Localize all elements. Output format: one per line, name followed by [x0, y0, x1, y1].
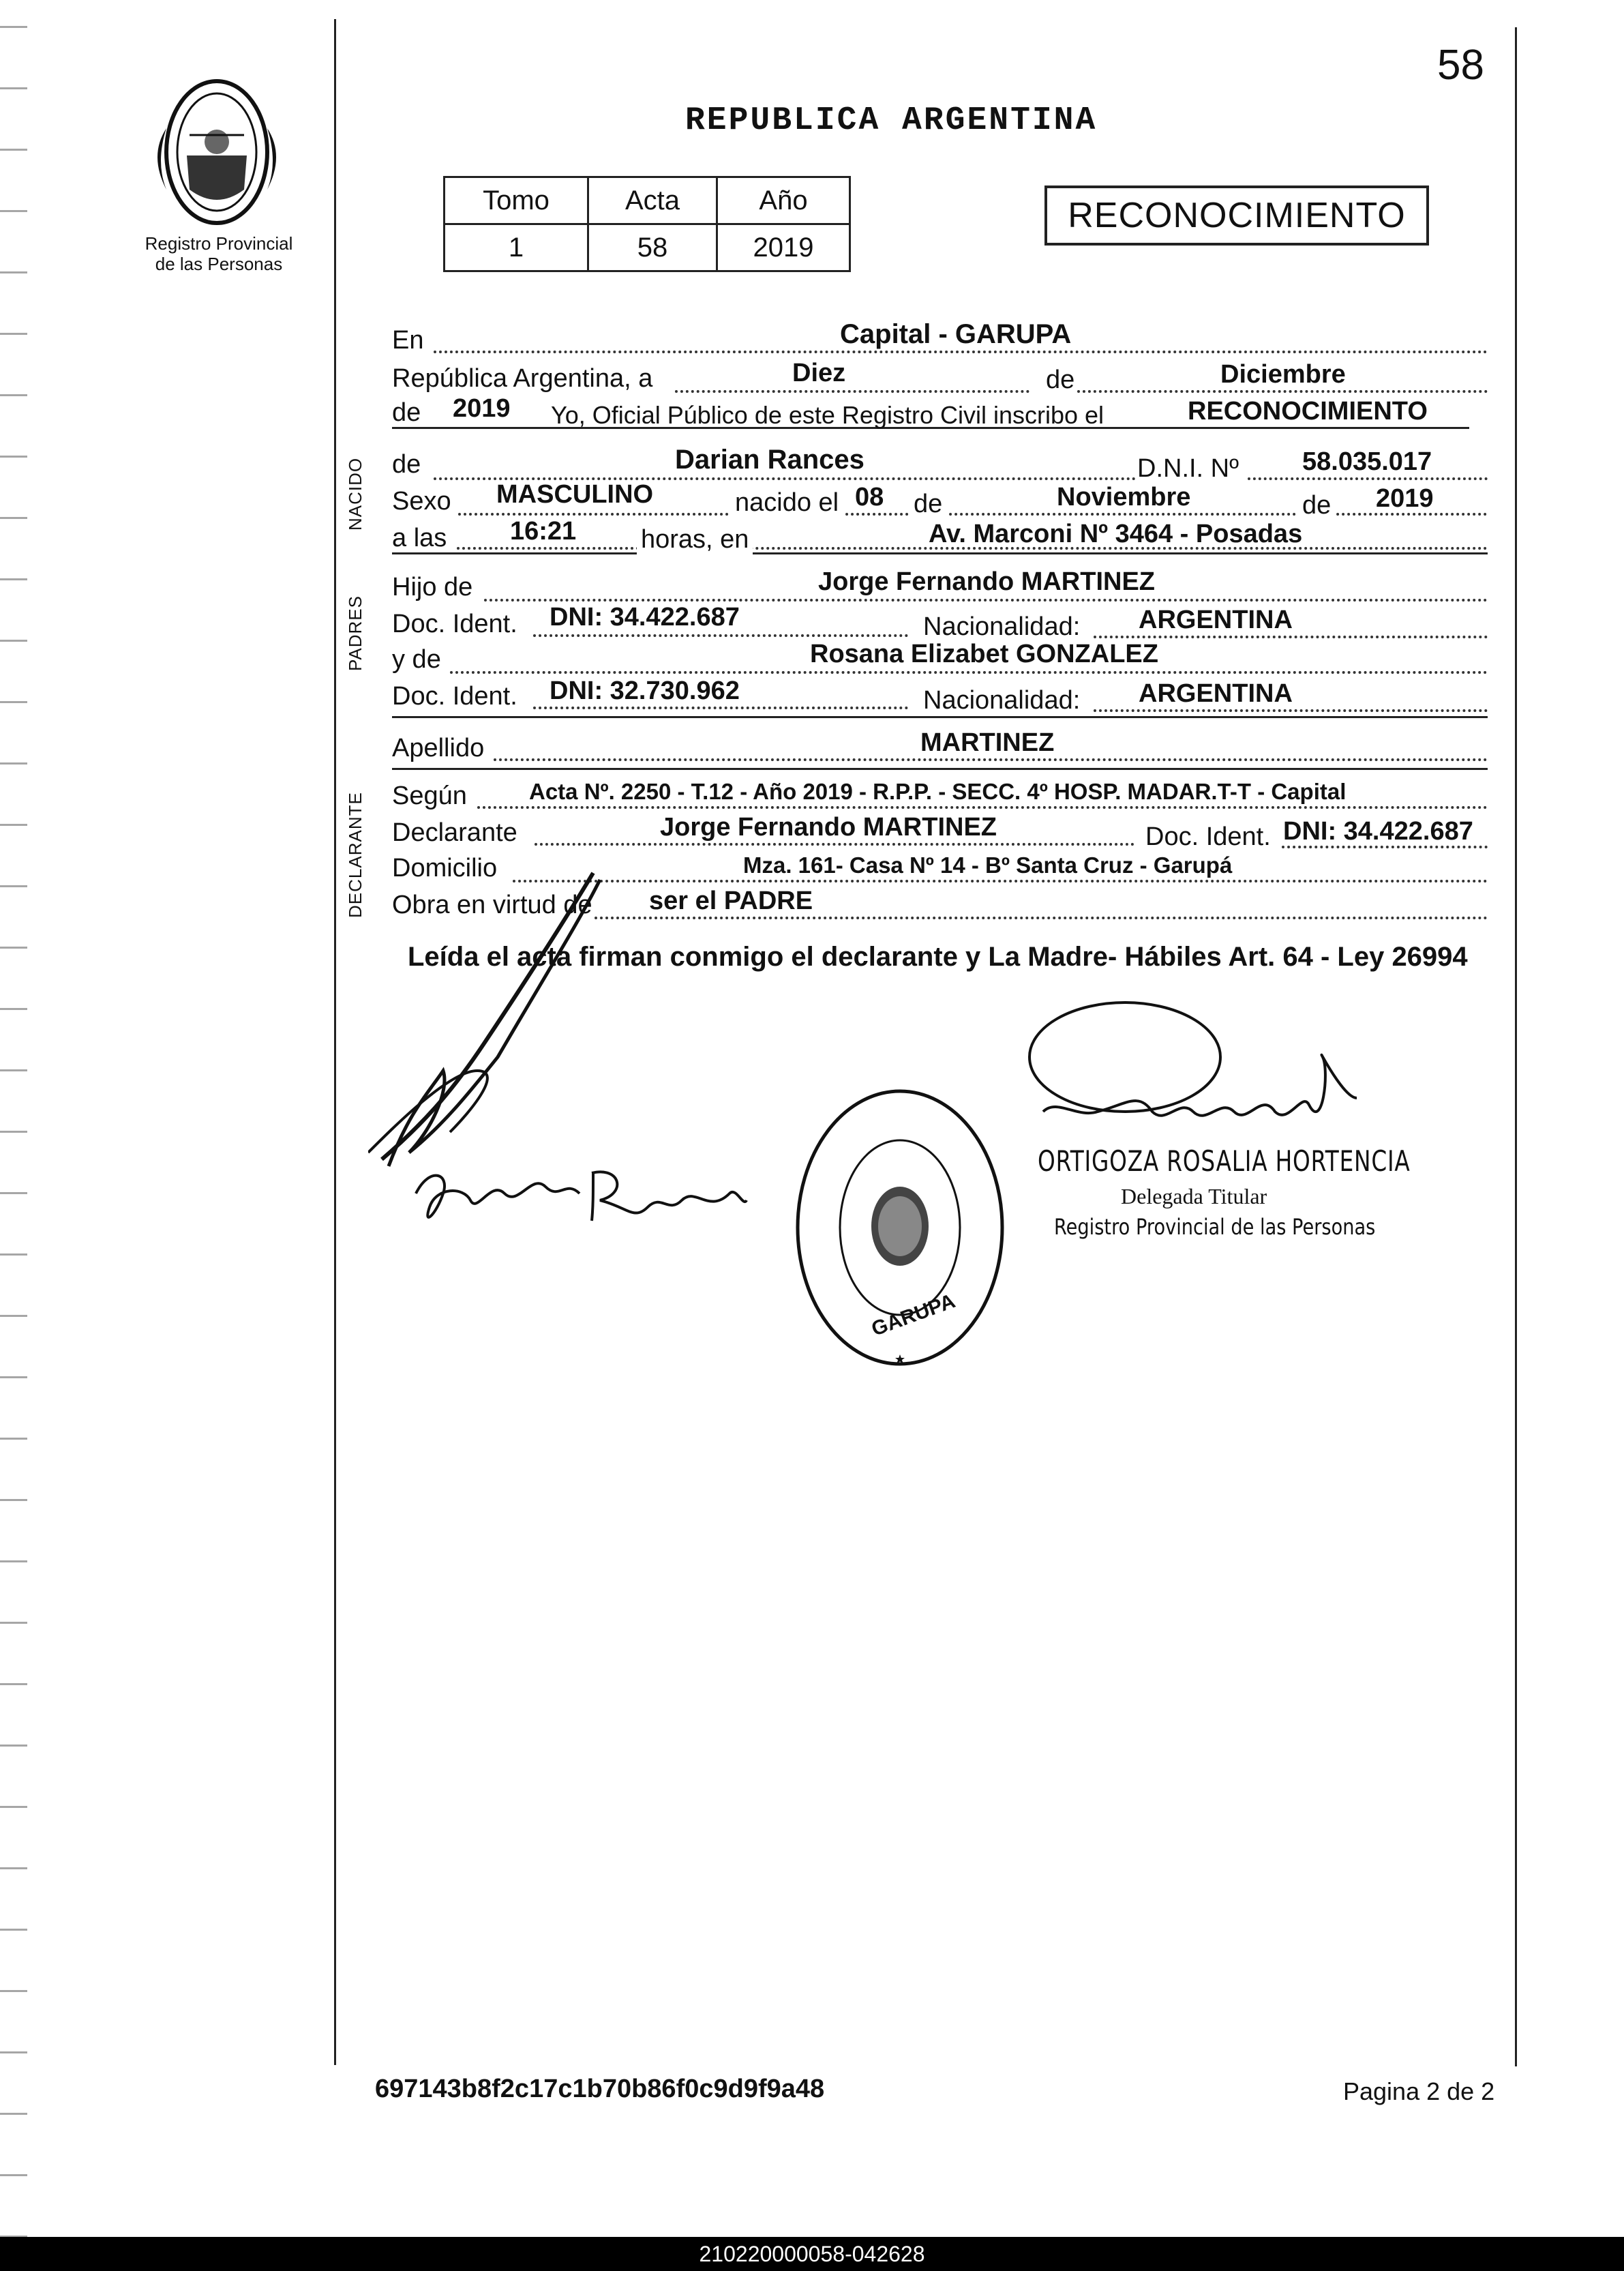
obra-value: ser el PADRE [649, 887, 813, 915]
dotted-rule [434, 351, 1488, 353]
de4-label: de [909, 490, 946, 519]
dotted-rule [1094, 709, 1488, 712]
closing-statement: Leída el acta firman conmigo el declarante y La Madre- Hábiles Art. 64 - Ley 26994 [408, 942, 1468, 972]
col-header-tomo: Tomo [445, 177, 588, 224]
nacionalidad-label: Nacionalidad: [923, 686, 1081, 715]
col-header-anio: Año [717, 177, 850, 224]
dotted-rule [533, 707, 908, 709]
nombre-value: Darian Rances [675, 445, 864, 475]
logo-caption-line2: de las Personas [155, 254, 283, 274]
document-title: REPUBLICA ARGENTINA [685, 102, 1098, 139]
side-label-padres: PADRES [345, 595, 365, 671]
dotted-rule [1077, 390, 1488, 393]
tomo-value: 1 [445, 224, 588, 271]
dotted-rule [1248, 477, 1488, 480]
de3-label: de [392, 450, 421, 479]
sexo-value: MASCULINO [496, 480, 654, 509]
solid-rule [392, 768, 1488, 770]
declarante-value: Jorge Fernando MARTINEZ [660, 813, 997, 842]
mes-value: Diciembre [1220, 360, 1346, 389]
domicilio-value: Mza. 161- Casa Nº 14 - Bº Santa Cruz - Garupá [743, 852, 1233, 878]
logo-caption-line1: Registro Provincial [145, 233, 293, 254]
dotted-rule [1094, 636, 1488, 638]
stamp-bottom-text: GARUPA [869, 1290, 959, 1341]
official-role: Delegada Titular [1121, 1184, 1267, 1208]
dni-label: D.N.I. Nº [1137, 454, 1239, 483]
nac-dia-value: 08 [855, 483, 884, 511]
province-logo [142, 74, 292, 237]
anio-value: 2019 [717, 224, 850, 271]
madre-value: Rosana Elizabet GONZALEZ [810, 640, 1158, 668]
hijo-de-label: Hijo de [392, 573, 473, 602]
domicilio-label: Domicilio [392, 854, 498, 882]
scan-margin-noise [0, 0, 27, 2237]
solid-rule [392, 716, 1488, 718]
nac-mes-value: Noviembre [1057, 483, 1191, 511]
en-label: En [392, 326, 424, 355]
padre-doc-value: DNI: 34.422.687 [550, 603, 740, 632]
madre-doc-value: DNI: 32.730.962 [550, 677, 740, 705]
de5-label: de [1298, 491, 1335, 520]
document-hash: 697143b8f2c17c1b70b86f0c9d9f9a48 [375, 2075, 825, 2103]
lugar-value: Av. Marconi Nº 3464 - Posadas [929, 520, 1303, 548]
dotted-rule [494, 758, 1488, 761]
doc-ident-label: Doc. Ident. [392, 610, 517, 638]
dotted-rule [477, 806, 1488, 809]
dia-value: Diez [792, 359, 846, 387]
side-label-declarante: DECLARANTE [345, 792, 365, 918]
page-number: 58 [1437, 42, 1484, 89]
record-type-box: RECONOCIMIENTO [1044, 185, 1429, 246]
horas-en-label: horas, en [637, 525, 753, 554]
dotted-rule [595, 917, 1488, 919]
misiones-coat-of-arms-icon [142, 74, 292, 237]
dotted-rule [1282, 846, 1488, 848]
de-label: de [1046, 366, 1075, 394]
a-las-label: a las [392, 524, 447, 552]
inscribo-value: RECONOCIMIENTO [1188, 397, 1428, 426]
sexo-label: Sexo [392, 487, 451, 516]
dotted-rule [535, 843, 1134, 846]
obra-label: Obra en virtud de [392, 891, 592, 919]
dotted-rule [484, 599, 1488, 602]
segun-value: Acta Nº. 2250 - T.12 - Año 2019 - R.P.P. - SECC. 4º HOSP. MADAR.T-T - Capital [529, 779, 1347, 804]
barcode-id-bar: 210220000058-042628 [0, 2237, 1624, 2271]
y-de-label: y de [392, 645, 441, 674]
dotted-rule [533, 634, 908, 637]
dni-value: 58.035.017 [1302, 447, 1432, 476]
nacido-el-label: nacido el [731, 488, 843, 518]
padre-value: Jorge Fernando MARTINEZ [818, 567, 1156, 596]
dotted-rule [450, 671, 1488, 674]
apellido-value: MARTINEZ [920, 728, 1055, 757]
left-margin-line [334, 19, 336, 2065]
en-value: Capital - GARUPA [840, 319, 1072, 349]
hora-value: 16:21 [510, 517, 577, 546]
official-name: ORTIGOZA ROSALIA HORTENCIA [1038, 1144, 1411, 1178]
col-header-acta: Acta [588, 177, 717, 224]
page-indicator: Pagina 2 de 2 [1343, 2077, 1495, 2105]
right-margin-line [1515, 27, 1517, 2066]
segun-label: Según [392, 782, 467, 810]
yo-text: Yo, Oficial Público de este Registro Civil inscribo el [551, 401, 1104, 429]
republica-label: República Argentina, a [392, 364, 653, 393]
official-office: Registro Provincial de las Personas [1054, 1214, 1376, 1240]
doc-ident-label: Doc. Ident. [392, 682, 517, 711]
padre-nac-value: ARGENTINA [1139, 606, 1293, 634]
decl-doc-value: DNI: 34.422.687 [1283, 817, 1473, 846]
dotted-rule [675, 390, 1029, 393]
de2-label: de [392, 398, 421, 427]
record-table [443, 176, 851, 272]
declarante-label: Declarante [392, 818, 517, 847]
acta-value: 58 [588, 224, 717, 271]
solid-rule [392, 552, 1488, 554]
madre-nac-value: ARGENTINA [1139, 679, 1293, 708]
decl-doc-label: Doc. Ident. [1145, 822, 1271, 851]
nac-anio-value: 2019 [1376, 484, 1434, 513]
apellido-label: Apellido [392, 734, 485, 762]
side-label-nacido: NACIDO [345, 457, 365, 531]
mother-signature-icon [409, 1153, 750, 1234]
handwritten-signature-icon [368, 866, 668, 1173]
nacionalidad-label: Nacionalidad: [923, 612, 1081, 641]
official-signature-icon [1002, 996, 1384, 1146]
anio-inscripcion-value: 2019 [453, 394, 511, 423]
